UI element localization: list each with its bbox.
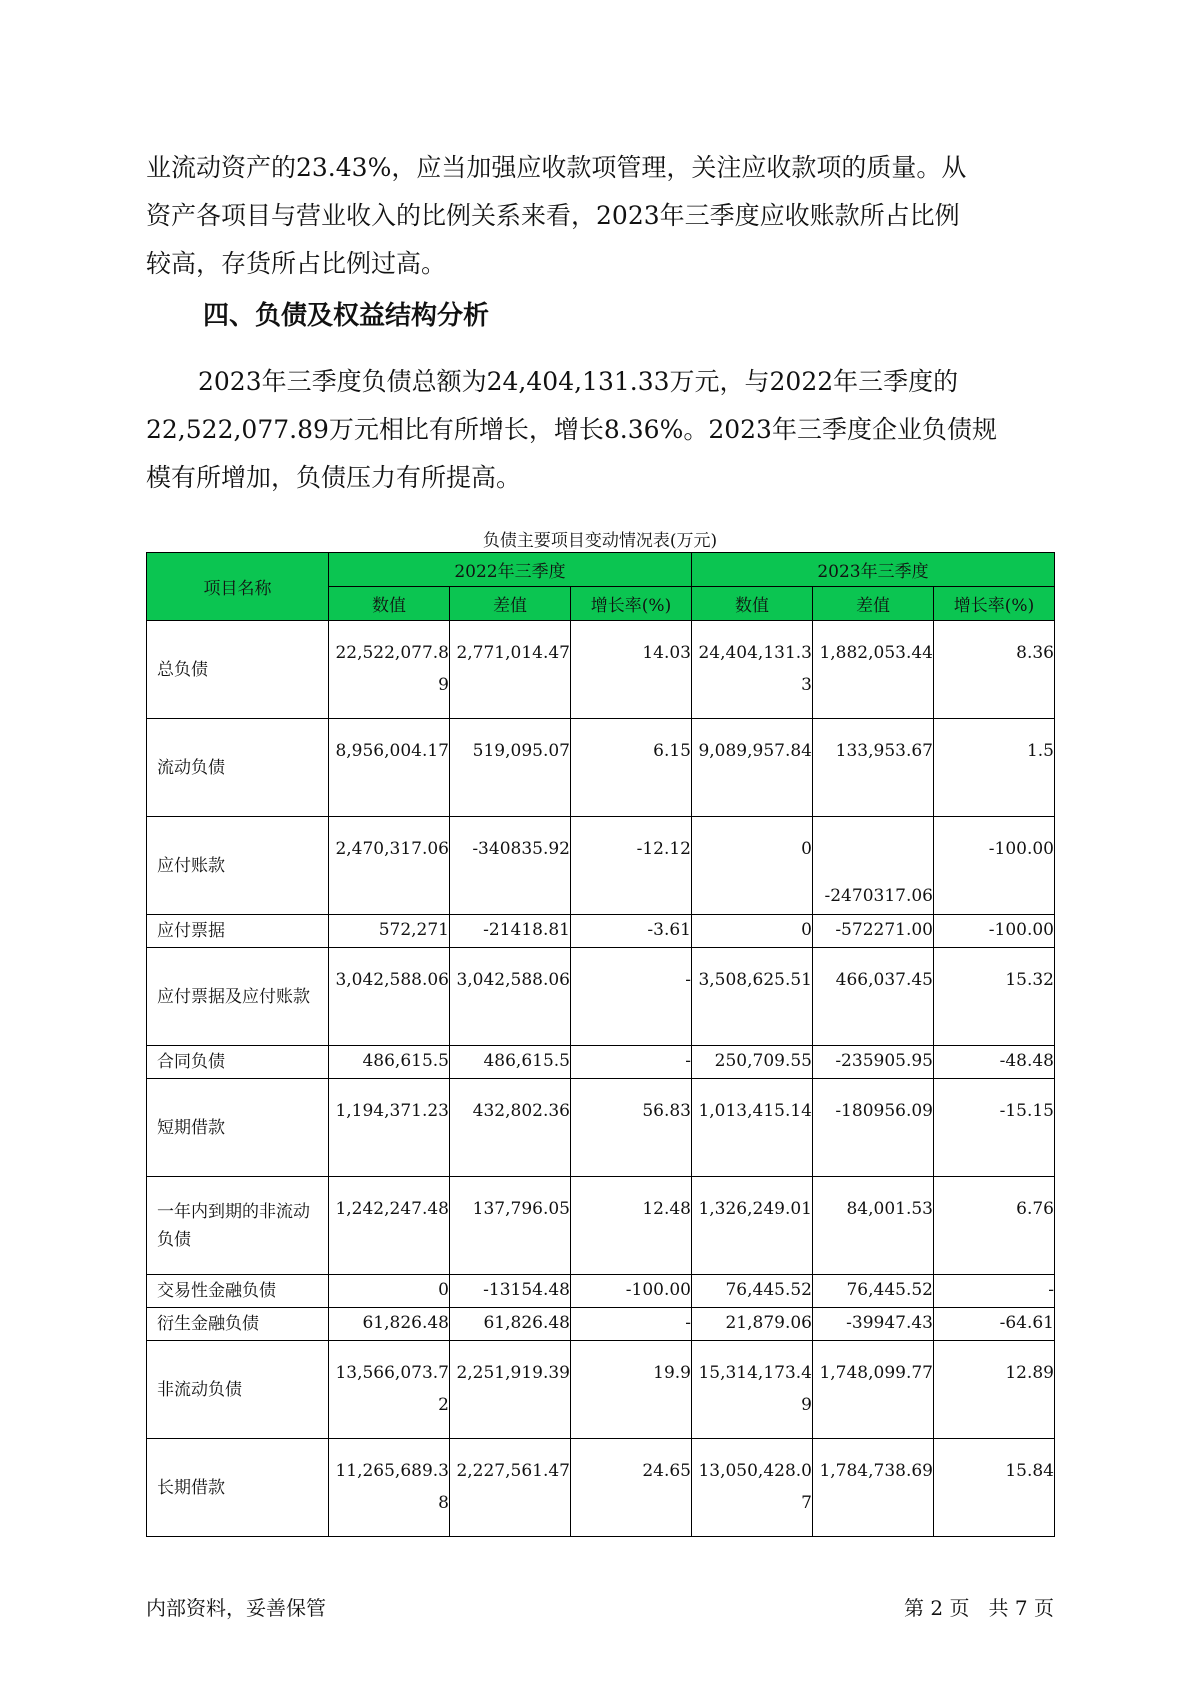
- row-name: 短期借款: [147, 1079, 329, 1177]
- cell-growth: 15.84: [934, 1439, 1055, 1537]
- cell-value: 1,194,371.23: [329, 1079, 450, 1177]
- header-col-value: 数值: [692, 587, 813, 621]
- footer-confidential-note: 内部资料，妥善保管: [146, 1596, 326, 1620]
- cell-diff: 486,615.5: [450, 1046, 571, 1079]
- table-row: [147, 1079, 1055, 1177]
- header-period-2022: 2022年三季度: [329, 553, 692, 587]
- cell-diff: 61,826.48: [450, 1308, 571, 1341]
- row-name: 应付票据: [147, 915, 329, 948]
- cell-value: 572,271: [329, 915, 450, 948]
- section-paragraph: [146, 358, 1046, 502]
- cell-growth: -100.00: [934, 817, 1055, 915]
- table-row: [147, 1341, 1055, 1439]
- cell-growth: 56.83: [571, 1079, 692, 1177]
- cell-diff: -13154.48: [450, 1275, 571, 1308]
- cell-growth: 19.9: [571, 1341, 692, 1439]
- footer-page-number: 第 2 页 共 7 页: [904, 1596, 1054, 1620]
- cell-value: 0: [692, 817, 813, 915]
- cell-value: 8,956,004.17: [329, 719, 450, 817]
- cell-diff: 519,095.07: [450, 719, 571, 817]
- cell-value: 13,050,428.07: [692, 1439, 813, 1537]
- cell-diff: 466,037.45: [813, 948, 934, 1046]
- cell-value: 9,089,957.84: [692, 719, 813, 817]
- cell-growth: -48.48: [934, 1046, 1055, 1079]
- cell-diff: -340835.92: [450, 817, 571, 915]
- table-row: [147, 1275, 1055, 1308]
- cell-value: 2,470,317.06: [329, 817, 450, 915]
- row-name: 合同负债: [147, 1046, 329, 1079]
- cell-value: 0: [329, 1275, 450, 1308]
- cell-growth: -64.61: [934, 1308, 1055, 1341]
- cell-value: 3,508,625.51: [692, 948, 813, 1046]
- cell-value: 76,445.52: [692, 1275, 813, 1308]
- table-row: [147, 1308, 1055, 1341]
- header-col-growth: 增长率(%): [934, 587, 1055, 621]
- row-name: 总负债: [147, 621, 329, 719]
- table-row: [147, 1046, 1055, 1079]
- row-name: 流动负债: [147, 719, 329, 817]
- cell-growth: -100.00: [934, 915, 1055, 948]
- row-name: 一年内到期的非流动负债: [147, 1177, 329, 1275]
- cell-diff: 133,953.67: [813, 719, 934, 817]
- cell-diff: 1,882,053.44: [813, 621, 934, 719]
- cell-diff: -572271.00: [813, 915, 934, 948]
- cell-value: 61,826.48: [329, 1308, 450, 1341]
- cell-growth: -: [571, 1046, 692, 1079]
- table-row: [147, 1439, 1055, 1537]
- cell-diff: 2,227,561.47: [450, 1439, 571, 1537]
- cell-growth: -: [571, 1308, 692, 1341]
- cell-diff: -235905.95: [813, 1046, 934, 1079]
- cell-value: 486,615.5: [329, 1046, 450, 1079]
- cell-value: 1,326,249.01: [692, 1177, 813, 1275]
- cell-diff: 76,445.52: [813, 1275, 934, 1308]
- cell-growth: 6.15: [571, 719, 692, 817]
- cell-value: 3,042,588.06: [329, 948, 450, 1046]
- cell-diff: -21418.81: [450, 915, 571, 948]
- table-row: [147, 817, 1055, 915]
- cell-growth: -3.61: [571, 915, 692, 948]
- cell-growth: 6.76: [934, 1177, 1055, 1275]
- cell-value: 22,522,077.89: [329, 621, 450, 719]
- row-name: 应付账款: [147, 817, 329, 915]
- section-line: 2023年三季度负债总额为24,404,131.33万元，与2022年三季度的: [198, 367, 959, 396]
- intro-line: 业流动资产的23.43%，应当加强应收款项管理，关注应收款项的质量。从: [146, 153, 967, 182]
- cell-growth: -100.00: [571, 1275, 692, 1308]
- row-name: 非流动负债: [147, 1341, 329, 1439]
- cell-value: 11,265,689.38: [329, 1439, 450, 1537]
- cell-value: 15,314,173.49: [692, 1341, 813, 1439]
- header-col-diff: 差值: [450, 587, 571, 621]
- table-row: [147, 948, 1055, 1046]
- cell-growth: 12.89: [934, 1341, 1055, 1439]
- header-col-growth: 增长率(%): [571, 587, 692, 621]
- table-caption: 负债主要项目变动情况表(万元): [482, 531, 718, 551]
- row-name: 交易性金融负债: [147, 1275, 329, 1308]
- cell-diff: 1,748,099.77: [813, 1341, 934, 1439]
- section-line: 模有所增加，负债压力有所提高。: [146, 463, 522, 492]
- cell-value: 13,566,073.72: [329, 1341, 450, 1439]
- cell-growth: -15.15: [934, 1079, 1055, 1177]
- header-col-diff: 差值: [813, 587, 934, 621]
- cell-diff: 1,784,738.69: [813, 1439, 934, 1537]
- cell-growth: 8.36: [934, 621, 1055, 719]
- section-heading: 四、负债及权益结构分析: [203, 301, 490, 331]
- intro-line: 较高，存货所占比例过高。: [146, 249, 447, 278]
- cell-diff: 84,001.53: [813, 1177, 934, 1275]
- cell-growth: -: [934, 1275, 1055, 1308]
- cell-value: 1,013,415.14: [692, 1079, 813, 1177]
- header-col-value: 数值: [329, 587, 450, 621]
- table-row: [147, 915, 1055, 948]
- header-period-2023: 2023年三季度: [692, 553, 1055, 587]
- cell-value: 0: [692, 915, 813, 948]
- row-name: 应付票据及应付账款: [147, 948, 329, 1046]
- cell-diff: 432,802.36: [450, 1079, 571, 1177]
- section-line: 22,522,077.89万元相比有所增长，增长8.36%。2023年三季度企业负债规: [146, 415, 997, 444]
- cell-value: 1,242,247.48: [329, 1177, 450, 1275]
- cell-growth: 15.32: [934, 948, 1055, 1046]
- cell-diff: 137,796.05: [450, 1177, 571, 1275]
- table-row: [147, 621, 1055, 719]
- intro-paragraph: [146, 144, 1046, 288]
- table-row: [147, 719, 1055, 817]
- cell-diff: 3,042,588.06: [450, 948, 571, 1046]
- cell-diff: 2,771,014.47: [450, 621, 571, 719]
- cell-growth: -: [571, 948, 692, 1046]
- cell-diff: 2,251,919.39: [450, 1341, 571, 1439]
- intro-line: 资产各项目与营业收入的比例关系来看，2023年三季度应收账款所占比例: [146, 201, 960, 230]
- header-item-name: 项目名称: [147, 553, 329, 621]
- cell-growth: 12.48: [571, 1177, 692, 1275]
- cell-growth: -12.12: [571, 817, 692, 915]
- row-name: 衍生金融负债: [147, 1308, 329, 1341]
- liability-table: [146, 552, 1055, 1537]
- cell-diff: -2470317.06: [813, 817, 934, 915]
- row-name: 长期借款: [147, 1439, 329, 1537]
- cell-diff: -180956.09: [813, 1079, 934, 1177]
- cell-growth: 14.03: [571, 621, 692, 719]
- cell-diff: -39947.43: [813, 1308, 934, 1341]
- cell-value: 250,709.55: [692, 1046, 813, 1079]
- cell-value: 24,404,131.33: [692, 621, 813, 719]
- table-row: [147, 1177, 1055, 1275]
- cell-value: 21,879.06: [692, 1308, 813, 1341]
- cell-growth: 24.65: [571, 1439, 692, 1537]
- cell-growth: 1.5: [934, 719, 1055, 817]
